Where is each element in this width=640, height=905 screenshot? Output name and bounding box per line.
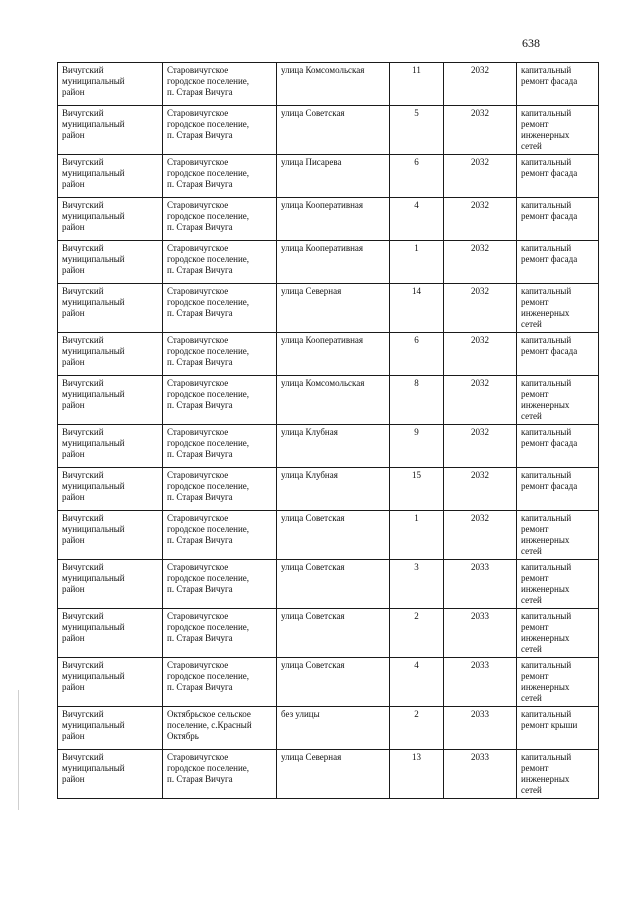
- table-row: [58, 284, 599, 333]
- street-cell: улица Комсомольская: [277, 376, 390, 425]
- work-type-cell: [517, 198, 599, 241]
- house-number-cell: 13: [390, 750, 444, 799]
- district-cell-text: Вичугский муниципальный район: [62, 562, 125, 594]
- work-type-cell: [517, 241, 599, 284]
- planned-year-cell: 2032: [444, 241, 517, 284]
- street-cell: улица Северная: [277, 750, 390, 799]
- table-row: [58, 425, 599, 468]
- settlement-cell: [163, 376, 277, 425]
- work-type-cell: [517, 425, 599, 468]
- table-row: [58, 376, 599, 425]
- settlement-cell: [163, 333, 277, 376]
- planned-year-cell: 2032: [444, 511, 517, 560]
- district-cell: [58, 333, 163, 376]
- street-cell: без улицы: [277, 707, 390, 750]
- house-number-cell: 14: [390, 284, 444, 333]
- house-number-cell: 4: [390, 198, 444, 241]
- house-number-cell: 1: [390, 511, 444, 560]
- work-type-cell: [517, 560, 599, 609]
- district-cell-text: Вичугский муниципальный район: [62, 157, 125, 189]
- settlement-cell-text: Старовичугское городское поселение, п. Старая Вичуга: [167, 335, 250, 367]
- planned-year-cell: 2033: [444, 609, 517, 658]
- house-number-cell: 11: [390, 63, 444, 106]
- settlement-cell: [163, 106, 277, 155]
- street-cell: улица Советская: [277, 560, 390, 609]
- table-row: [58, 155, 599, 198]
- work-type-cell-text: капитальный ремонт крыши: [521, 709, 578, 730]
- settlement-cell-text: Старовичугское городское поселение, п. Старая Вичуга: [167, 427, 250, 459]
- house-number-cell: 8: [390, 376, 444, 425]
- district-cell: [58, 376, 163, 425]
- settlement-cell-text: Старовичугское городское поселение, п. Старая Вичуга: [167, 470, 250, 502]
- scan-artifact-line: [18, 690, 19, 810]
- settlement-cell: [163, 560, 277, 609]
- district-cell: [58, 468, 163, 511]
- street-cell: улица Клубная: [277, 425, 390, 468]
- table-row: [58, 241, 599, 284]
- settlement-cell: [163, 198, 277, 241]
- district-cell: [58, 658, 163, 707]
- table-row: [58, 707, 599, 750]
- repair-schedule-table: [57, 62, 599, 799]
- work-type-cell: [517, 63, 599, 106]
- district-cell-text: Вичугский муниципальный район: [62, 335, 125, 367]
- house-number-cell: 6: [390, 155, 444, 198]
- table-row: [58, 333, 599, 376]
- settlement-cell-text: Старовичугское городское поселение, п. Старая Вичуга: [167, 513, 250, 545]
- settlement-cell-text: Старовичугское городское поселение, п. Старая Вичуга: [167, 286, 250, 318]
- work-type-cell-text: капитальный ремонт фасада: [521, 65, 578, 86]
- district-cell: [58, 609, 163, 658]
- planned-year-cell: 2033: [444, 750, 517, 799]
- work-type-cell: [517, 750, 599, 799]
- district-cell: [58, 560, 163, 609]
- settlement-cell: [163, 425, 277, 468]
- district-cell: [58, 241, 163, 284]
- settlement-cell-text: Старовичугское городское поселение, п. Старая Вичуга: [167, 200, 250, 232]
- street-cell: улица Северная: [277, 284, 390, 333]
- street-cell: улица Писарева: [277, 155, 390, 198]
- work-type-cell-text: капитальный ремонт фасада: [521, 243, 578, 264]
- house-number-cell: 6: [390, 333, 444, 376]
- work-type-cell-text: капитальный ремонт инженерных сетей: [521, 562, 572, 605]
- work-type-cell-text: капитальный ремонт инженерных сетей: [521, 286, 572, 329]
- planned-year-cell: 2032: [444, 63, 517, 106]
- district-cell: [58, 425, 163, 468]
- settlement-cell: [163, 284, 277, 333]
- table-row: [58, 198, 599, 241]
- settlement-cell-text: Старовичугское городское поселение, п. Старая Вичуга: [167, 611, 250, 643]
- work-type-cell: [517, 284, 599, 333]
- district-cell-text: Вичугский муниципальный район: [62, 286, 125, 318]
- settlement-cell-text: Старовичугское городское поселение, п. Старая Вичуга: [167, 562, 250, 594]
- planned-year-cell: 2032: [444, 106, 517, 155]
- house-number-cell: 1: [390, 241, 444, 284]
- planned-year-cell: 2032: [444, 198, 517, 241]
- street-cell: улица Советская: [277, 609, 390, 658]
- house-number-cell: 2: [390, 609, 444, 658]
- district-cell-text: Вичугский муниципальный район: [62, 108, 125, 140]
- district-cell-text: Вичугский муниципальный район: [62, 427, 125, 459]
- planned-year-cell: 2032: [444, 376, 517, 425]
- table-row: [58, 560, 599, 609]
- work-type-cell-text: капитальный ремонт фасада: [521, 470, 578, 491]
- planned-year-cell: 2033: [444, 658, 517, 707]
- house-number-cell: 3: [390, 560, 444, 609]
- settlement-cell: [163, 707, 277, 750]
- work-type-cell-text: капитальный ремонт инженерных сетей: [521, 752, 572, 795]
- settlement-cell-text: Старовичугское городское поселение, п. Старая Вичуга: [167, 378, 250, 410]
- district-cell: [58, 63, 163, 106]
- house-number-cell: 15: [390, 468, 444, 511]
- work-type-cell: [517, 155, 599, 198]
- district-cell-text: Вичугский муниципальный район: [62, 611, 125, 643]
- house-number-cell: 9: [390, 425, 444, 468]
- district-cell-text: Вичугский муниципальный район: [62, 660, 125, 692]
- district-cell: [58, 198, 163, 241]
- settlement-cell: [163, 63, 277, 106]
- work-type-cell-text: капитальный ремонт инженерных сетей: [521, 660, 572, 703]
- settlement-cell: [163, 468, 277, 511]
- house-number-cell: 5: [390, 106, 444, 155]
- planned-year-cell: 2033: [444, 560, 517, 609]
- street-cell: улица Советская: [277, 511, 390, 560]
- settlement-cell-text: Старовичугское городское поселение, п. Старая Вичуга: [167, 65, 250, 97]
- work-type-cell-text: капитальный ремонт фасада: [521, 157, 578, 178]
- table-row: [58, 106, 599, 155]
- house-number-cell: 2: [390, 707, 444, 750]
- work-type-cell: [517, 511, 599, 560]
- district-cell-text: Вичугский муниципальный район: [62, 513, 125, 545]
- work-type-cell: [517, 609, 599, 658]
- district-cell-text: Вичугский муниципальный район: [62, 378, 125, 410]
- settlement-cell-text: Октябрьское сельское поселение, с.Красный Октябрь: [167, 709, 252, 741]
- table-body: [58, 63, 599, 799]
- work-type-cell-text: капитальный ремонт инженерных сетей: [521, 378, 572, 421]
- planned-year-cell: 2032: [444, 425, 517, 468]
- work-type-cell: [517, 658, 599, 707]
- district-cell-text: Вичугский муниципальный район: [62, 752, 125, 784]
- work-type-cell-text: капитальный ремонт инженерных сетей: [521, 513, 572, 556]
- settlement-cell-text: Старовичугское городское поселение, п. Старая Вичуга: [167, 660, 250, 692]
- district-cell-text: Вичугский муниципальный район: [62, 709, 125, 741]
- settlement-cell: [163, 609, 277, 658]
- table-row: [58, 658, 599, 707]
- house-number-cell: 4: [390, 658, 444, 707]
- work-type-cell-text: капитальный ремонт фасада: [521, 200, 578, 221]
- settlement-cell: [163, 750, 277, 799]
- table-row: [58, 63, 599, 106]
- street-cell: улица Кооперативная: [277, 241, 390, 284]
- table-row: [58, 511, 599, 560]
- district-cell: [58, 707, 163, 750]
- district-cell-text: Вичугский муниципальный район: [62, 243, 125, 275]
- district-cell-text: Вичугский муниципальный район: [62, 200, 125, 232]
- settlement-cell-text: Старовичугское городское поселение, п. Старая Вичуга: [167, 157, 250, 189]
- street-cell: улица Советская: [277, 106, 390, 155]
- settlement-cell: [163, 241, 277, 284]
- planned-year-cell: 2032: [444, 468, 517, 511]
- work-type-cell: [517, 707, 599, 750]
- settlement-cell-text: Старовичугское городское поселение, п. Старая Вичуга: [167, 108, 250, 140]
- street-cell: улица Кооперативная: [277, 198, 390, 241]
- district-cell: [58, 750, 163, 799]
- street-cell: улица Советская: [277, 658, 390, 707]
- work-type-cell-text: капитальный ремонт фасада: [521, 427, 578, 448]
- table-row: [58, 750, 599, 799]
- street-cell: улица Комсомольская: [277, 63, 390, 106]
- table-row: [58, 609, 599, 658]
- page-number: 638: [522, 36, 540, 50]
- work-type-cell-text: капитальный ремонт инженерных сетей: [521, 611, 572, 654]
- planned-year-cell: 2032: [444, 284, 517, 333]
- work-type-cell-text: капитальный ремонт фасада: [521, 335, 578, 356]
- planned-year-cell: 2032: [444, 333, 517, 376]
- work-type-cell: [517, 333, 599, 376]
- settlement-cell: [163, 155, 277, 198]
- district-cell-text: Вичугский муниципальный район: [62, 65, 125, 97]
- street-cell: улица Кооперативная: [277, 333, 390, 376]
- table-row: [58, 468, 599, 511]
- district-cell: [58, 106, 163, 155]
- district-cell: [58, 284, 163, 333]
- street-cell: улица Клубная: [277, 468, 390, 511]
- district-cell: [58, 155, 163, 198]
- settlement-cell: [163, 511, 277, 560]
- work-type-cell: [517, 376, 599, 425]
- district-cell: [58, 511, 163, 560]
- planned-year-cell: 2033: [444, 707, 517, 750]
- work-type-cell-text: капитальный ремонт инженерных сетей: [521, 108, 572, 151]
- district-cell-text: Вичугский муниципальный район: [62, 470, 125, 502]
- work-type-cell: [517, 106, 599, 155]
- settlement-cell: [163, 658, 277, 707]
- settlement-cell-text: Старовичугское городское поселение, п. Старая Вичуга: [167, 752, 250, 784]
- work-type-cell: [517, 468, 599, 511]
- planned-year-cell: 2032: [444, 155, 517, 198]
- settlement-cell-text: Старовичугское городское поселение, п. Старая Вичуга: [167, 243, 250, 275]
